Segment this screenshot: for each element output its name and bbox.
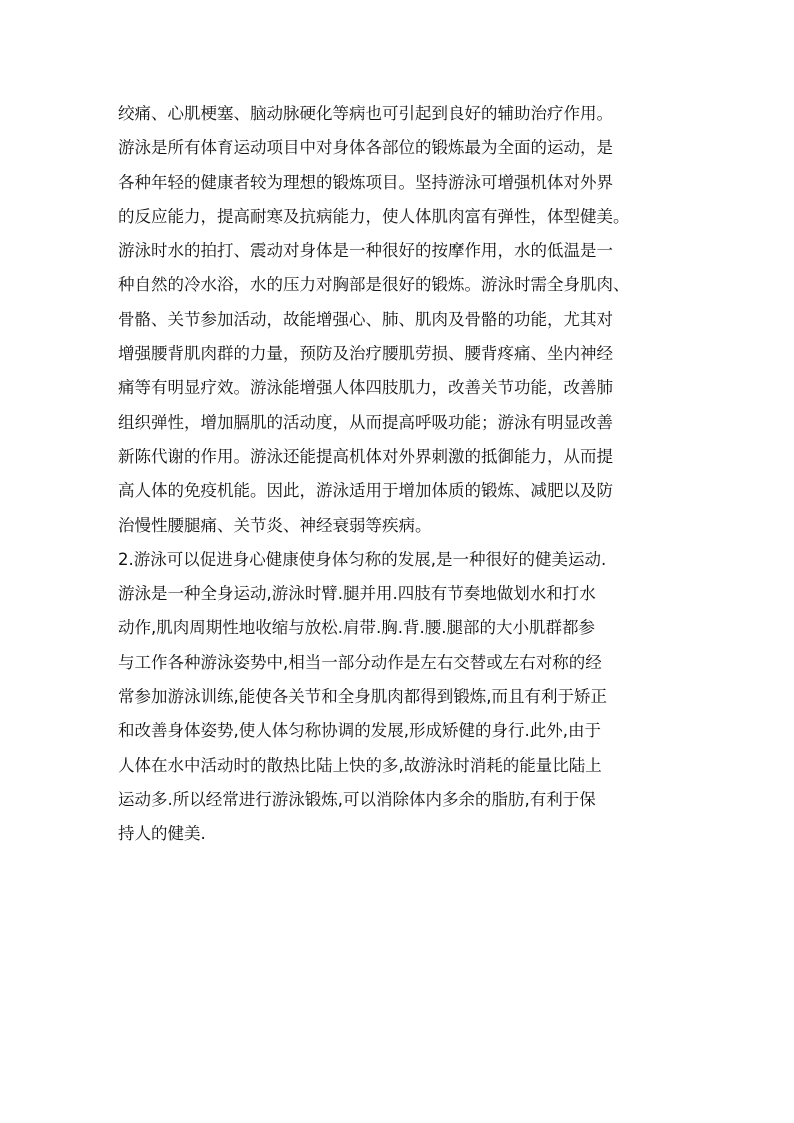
text-line: 与工作各种游泳姿势中,相当一部分动作是左右交替或左右对称的经: [118, 652, 602, 672]
text-line: 动作,肌肉周期性地收缩与放松.肩带.胸.背.腰.腿部的大小肌群都参: [118, 618, 595, 638]
text-line: 人体在水中活动时的散热比陆上快的多,故游泳时消耗的能量比陆上: [118, 755, 602, 775]
text-line: 游泳是一种全身运动,游泳时臂.腿并用.四肢有节奏地做划水和打水: [118, 584, 596, 604]
text-line: 组织弹性，增加膈肌的活动度，从而提高呼吸功能；游泳有明显改善: [118, 412, 613, 432]
text-line: 治慢性腰腿痛、关节炎、神经衰弱等疾病。: [118, 515, 432, 535]
text-line: 游泳时水的拍打、震动对身体是一种很好的按摩作用，水的低温是一: [118, 241, 613, 261]
text-line: 持人的健美.: [118, 824, 206, 844]
text-line: 骨骼、关节参加活动，故能增强心、肺、肌肉及骨骼的功能，尤其对: [118, 309, 613, 329]
body-text: [118, 97, 688, 852]
text-line: 高人体的免疫机能。因此，游泳适用于增加体质的锻炼、减肥以及防: [118, 481, 613, 501]
text-line: 和改善身体姿势,使人体匀称协调的发展,形成矫健的身行.此外,由于: [118, 721, 601, 741]
text-line: 绞痛、心肌梗塞、脑动脉硬化等病也可引起到良好的辅助治疗作用。: [118, 104, 613, 123]
text-line: 的反应能力，提高耐寒及抗病能力，使人体肌肉富有弹性，体型健美。: [118, 206, 630, 226]
text-line: 游泳是所有体育运动项目中对身体各部位的锻炼最为全面的运动，是: [118, 138, 613, 158]
text-line: 增强腰背肌肉群的力量，预防及治疗腰肌劳损、腰背疼痛、坐内神经: [118, 344, 613, 364]
text-line: 运动多.所以经常进行游泳锻炼,可以消除体内多余的脂肪,有利于保: [118, 789, 596, 809]
text-line: 种自然的冷水浴，水的压力对胸部是很好的锻炼。游泳时需全身肌肉、: [118, 275, 630, 295]
text-line: 各种年轻的健康者较为理想的锻炼项目。坚持游泳可增强机体对外界: [118, 172, 613, 192]
text-line: 常参加游泳训练,能使各关节和全身肌肉都得到锻炼,而且有利于矫正: [118, 687, 607, 707]
text-line: 痛等有明显疗效。游泳能增强人体四肢肌力，改善关节功能，改善肺: [118, 378, 613, 398]
text-line: 新陈代谢的作用。游泳还能提高机体对外界刺激的抵御能力，从而提: [118, 446, 613, 466]
section-heading: 2.游泳可以促进身心健康使身体匀称的发展,是一种很好的健美运动.: [118, 549, 607, 569]
